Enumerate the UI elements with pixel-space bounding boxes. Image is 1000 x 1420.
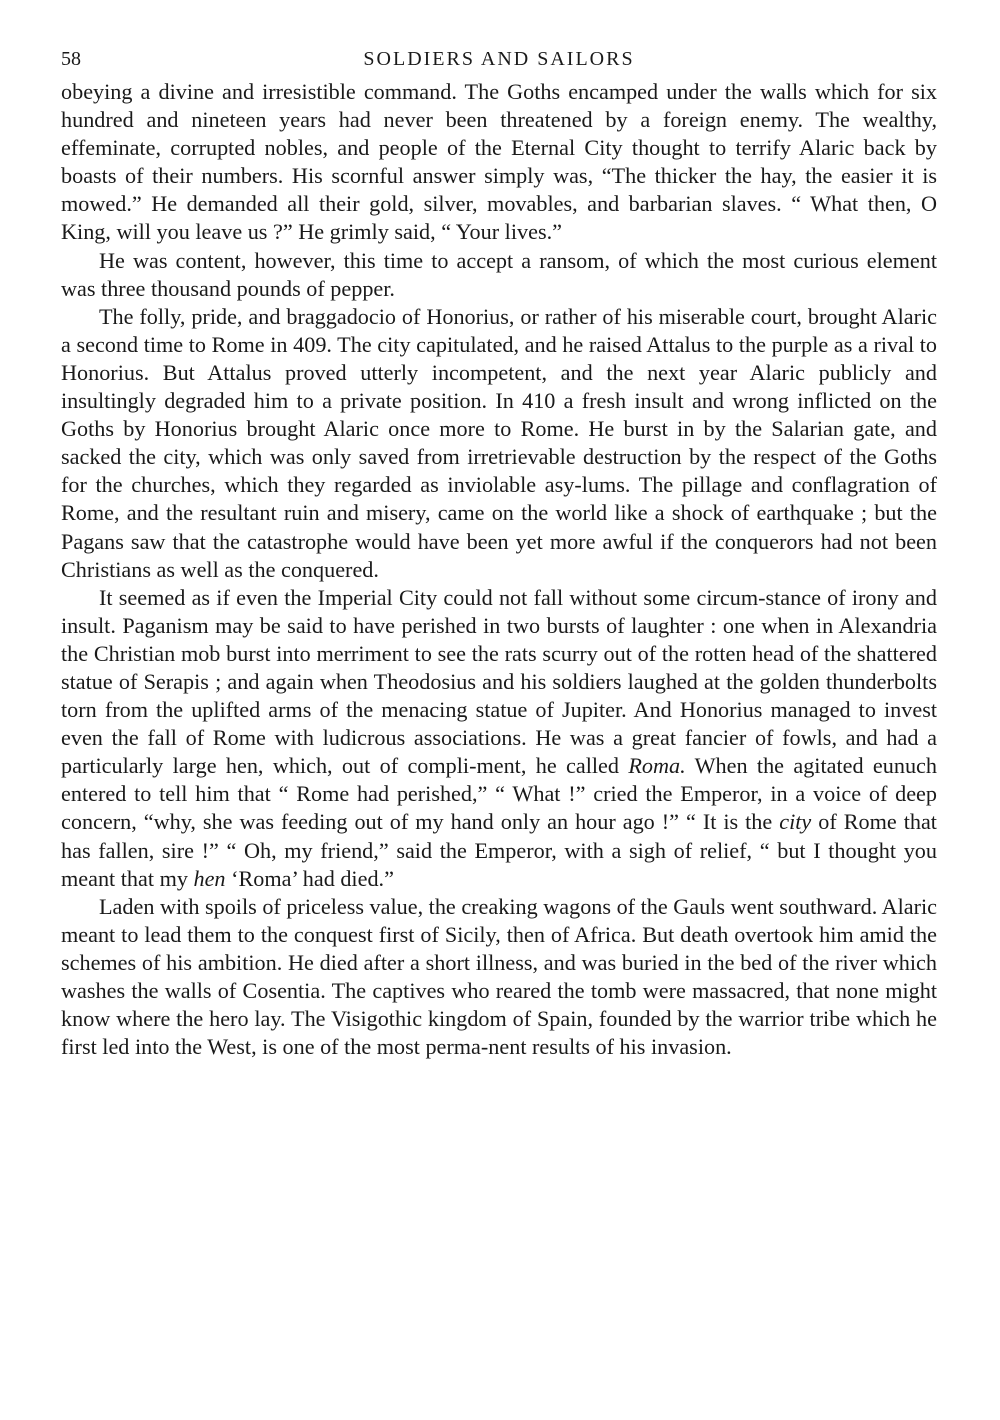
paragraph-2 <box>61 247 937 303</box>
italic-text: hen <box>193 865 226 891</box>
italic-text: Roma. <box>628 753 686 779</box>
text-run: It seemed as if even the Imperial City could not fall without some circum-stance of irony and insult. Paganism may be said to have perished in two bursts of laughter : one when in Alexandria the Christian mob burst into merriment to see the rats scurry out of the rotten head of the shattered statue of Serapis ; and again when Theodosius and his soldiers laughed at the golden thunderbolts torn from the uplifted arms of the menacing statue of Jupiter. And Honorius managed to invest even the fall of Rome with ludicrous associations. He was a great fancier of fowls, and had a particularly large hen, which, out of compli-ment, he called <box>61 584 937 779</box>
book-page <box>61 44 937 1061</box>
body-text <box>61 78 937 1061</box>
paragraph-1 <box>61 78 937 247</box>
paragraph-4 <box>61 584 937 893</box>
text-run: The folly, pride, and braggadocio of Honorius, or rather of his miserable court, brought Alaric a second time to Rome in 409. The city capitulated, and he raised Attalus to the purple as a rival to Honorius. But Attalus proved utterly incompetent, and the next year Alaric publicly and insultingly degraded him to a private position. In 410 a fresh insult and wrong inflicted on the Goths by Honorius brought Alaric once more to Rome. He burst in by the Salarian gate, and sacked the city, which was only saved from irretrievable destruction by the respect of the Goths for the churches, which they regarded as inviolable asy-lums. The pillage and conflagration of Rome, and the resultant ruin and misery, came on the world like a shock of earthquake ; but the Pagans saw that the catastrophe would have been yet more awful if the conquerors had not been Christians as well as the conquered. <box>61 303 937 582</box>
text-run: of Rome that has fallen, sire !” “ Oh, my friend,” said the Emperor, with a sigh of relief, “ but I thought you meant that my <box>61 809 937 891</box>
text-run: He was content, however, this time to accept a ransom, of which the most curious element was three thousand pounds of pepper. <box>61 247 937 301</box>
running-title: SOLDIERS AND SAILORS <box>363 48 635 70</box>
page-number: 58 <box>61 48 81 70</box>
italic-text: city <box>779 809 812 835</box>
text-run: ‘Roma’ had died.” <box>225 865 394 891</box>
paragraph-5 <box>61 893 937 1062</box>
page-header <box>61 44 937 78</box>
text-run: Laden with spoils of priceless value, the creaking wagons of the Gauls went southward. Alaric meant to lead them to the conquest first of Sicily, then of Africa. But death overtook him amid the schemes of his ambition. He died after a short illness, and was buried in the bed of the river which washes the walls of Cosentia. The captives who reared the tomb were massacred, that none might know where the hero lay. The Visigothic kingdom of Spain, founded by the warrior tribe which he first led into the West, is one of the most perma-nent results of his invasion. <box>61 893 937 1060</box>
text-run: When the agitated eunuch entered to tell him that “ Rome had perished,” “ What !” cried the Emperor, in a voice of deep concern, “why, she was feeding out of my hand only an hour ago !” “ It is the <box>61 753 937 835</box>
paragraph-3 <box>61 303 937 584</box>
text-run: obeying a divine and irresistible command. The Goths encamped under the walls which for six hundred and nineteen years had never been threatened by a foreign enemy. The wealthy, effeminate, corrupted nobles, and people of the Eternal City thought to terrify Alaric back by boasts of their numbers. His scornful answer simply was, “The thicker the hay, the easier it is mowed.” He demanded all their gold, silver, movables, and barbarian slaves. “ What then, O King, will you leave us ?” He grimly said, “ Your lives.” <box>61 79 937 245</box>
